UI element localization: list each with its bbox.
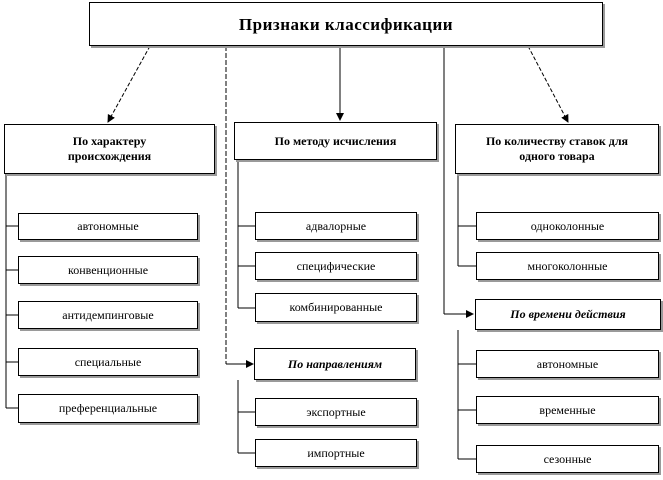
diagram-title: Признаки классификации — [89, 2, 603, 46]
item-origin-special: специальные — [18, 348, 198, 376]
category-rates: По количеству ставок для одного товара — [455, 124, 659, 174]
category-duration: По времени действия — [475, 299, 661, 330]
item-duration-autonomous: автономные — [476, 350, 659, 378]
item-origin-antidumping: антидемпинговые — [18, 301, 198, 329]
item-rates-single-column: одноколонные — [476, 212, 659, 240]
category-origin: По характеру происхождения — [4, 124, 215, 174]
item-direction-import: импортные — [255, 439, 417, 467]
item-calc-specific: специфические — [255, 252, 417, 280]
item-direction-export: экспортные — [255, 398, 417, 426]
item-rates-multi-column: многоколонные — [476, 252, 659, 280]
item-calc-combined: комбинированные — [255, 293, 417, 322]
item-duration-seasonal: сезонные — [476, 445, 659, 473]
item-origin-autonomous: автономные — [18, 213, 198, 240]
category-calculation: По методу исчисления — [234, 122, 437, 160]
item-origin-conventional: конвенционные — [18, 256, 198, 284]
item-duration-temporary: временные — [476, 396, 659, 424]
category-direction: По направлениям — [254, 348, 416, 380]
item-calc-advalorem: адвалорные — [255, 212, 417, 240]
item-origin-preferential: преференциальные — [18, 394, 198, 423]
